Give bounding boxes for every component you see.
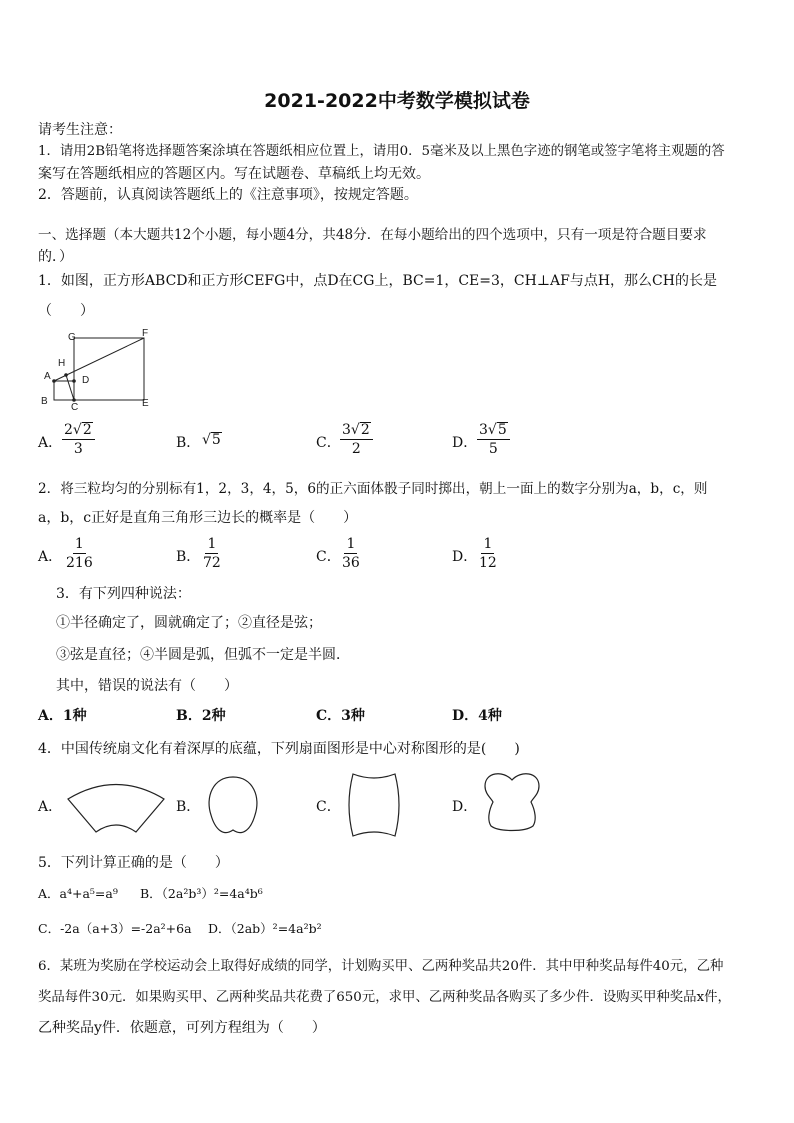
q1-option-c-label: C． bbox=[316, 435, 341, 451]
q4-option-a-label: A． bbox=[38, 799, 63, 815]
q4-option-b-label: B． bbox=[176, 799, 201, 815]
q3-option-b: B．2种 bbox=[176, 708, 226, 724]
q1-stem-line1: 1．如图，正方形ABCD和正方形CEFG中，点D在CG上，BC=1，CE=3，CH⊥AF与点H，那么CH的长是 bbox=[38, 273, 717, 289]
q4-fan-shape-a bbox=[66, 776, 166, 836]
page-title: 2021-2022中考数学模拟试卷 bbox=[264, 90, 530, 112]
fig-label-B: B bbox=[41, 396, 48, 407]
q4-fan-shape-d bbox=[481, 772, 543, 832]
q1-square-figure bbox=[38, 326, 168, 413]
notice-item1-line2: 案写在答题纸相应的答题区内。写在试题卷、草稿纸上均无效。 bbox=[38, 166, 430, 182]
q2-stem-line2: a，b，c正好是直角三角形三边长的概率是（ ） bbox=[38, 510, 358, 526]
q5-stem: 5．下列计算正确的是（ ） bbox=[38, 855, 229, 871]
fig-label-G: G bbox=[68, 332, 76, 343]
fig-label-D: D bbox=[82, 375, 90, 386]
fig-label-C: C bbox=[71, 402, 79, 413]
q3-option-a: A．1种 bbox=[38, 708, 87, 724]
q3-option-c: C．3种 bbox=[316, 708, 365, 724]
q3-stem: 3．有下列四种说法： bbox=[56, 586, 191, 602]
q5-option-c: C．-2a（a+3）=-2a²+6a bbox=[38, 921, 192, 936]
q6-line3: 乙种奖品y件．依题意，可列方程组为（ ） bbox=[38, 1020, 326, 1036]
fig-label-H: H bbox=[58, 358, 66, 369]
notice-item2: 2．答题前，认真阅读答题纸上的《注意事项》，按规定答题。 bbox=[38, 187, 418, 203]
q1-option-d-fraction: $\frac{3√5}{5}$ bbox=[477, 421, 510, 458]
q5-option-b: B．（2a²b³）²=4a⁴b⁶ bbox=[140, 886, 263, 901]
q6-line2: 奖品每件30元．如果购买甲、乙两种奖品共花费了650元，求甲、乙两种奖品各购买了多少件．设购买甲种奖品x件， bbox=[38, 990, 731, 1005]
q2-option-d-label: D． bbox=[452, 549, 478, 565]
q1-option-c-fraction: $\frac{3√2}{2}$ bbox=[340, 421, 373, 458]
q1-stem-line2: （ ） bbox=[38, 303, 94, 319]
q1-option-a-fraction: $\frac{2√2}{3}$ bbox=[62, 421, 95, 458]
q4-option-c-label: C． bbox=[316, 799, 341, 815]
q6-line1: 6．某班为奖励在学校运动会上取得好成绩的同学，计划购买甲、乙两种奖品共20件．其中甲种奖品每件40元，乙种 bbox=[38, 959, 724, 974]
q3-line1: ①半径确定了，圆就确定了；②直径是弦； bbox=[56, 615, 322, 631]
q2-option-b-label: B． bbox=[176, 549, 201, 565]
q5-option-d: D．（2ab）²=4a²b² bbox=[208, 921, 322, 936]
q2-option-a-label: A． bbox=[38, 549, 63, 565]
q4-fan-shape-c bbox=[343, 772, 405, 838]
notice-item1-line1: 1．请用2B铅笔将选择题答案涂填在答题纸相应位置上，请用0．5毫米及以上黑色字迹的钢笔或签字笔将主观题的答 bbox=[38, 144, 725, 159]
q3-option-d: D．4种 bbox=[452, 708, 502, 724]
q5-option-a: A．a⁴+a⁵=a⁹ bbox=[38, 886, 118, 901]
q2-option-a-fraction: $\frac{1}{216}$ bbox=[66, 536, 93, 571]
section1-line2: 的．） bbox=[38, 249, 73, 265]
q1-option-b-label: B． bbox=[176, 435, 201, 451]
q1-option-b-value: √5 bbox=[202, 432, 221, 448]
q2-option-d-fraction: $\frac{1}{12}$ bbox=[479, 536, 497, 571]
fig-label-A: A bbox=[44, 371, 51, 382]
fig-label-F: F bbox=[142, 328, 149, 339]
q4-fan-shape-b bbox=[205, 775, 261, 839]
fig-label-E: E bbox=[142, 398, 149, 409]
q2-option-c-label: C． bbox=[316, 549, 341, 565]
q1-option-d-label: D． bbox=[452, 435, 478, 451]
q4-stem: 4．中国传统扇文化有着深厚的底蕴，下列扇面图形是中心对称图形的是( ) bbox=[38, 741, 520, 757]
q4-option-d-label: D． bbox=[452, 799, 478, 815]
q2-stem-line1: 2．将三粒均匀的分别标有1，2，3，4，5，6的正六面体骰子同时掷出，朝上一面上的数字分别为a，b，c，则 bbox=[38, 481, 708, 497]
q3-line2: ③弦是直径；④半圆是弧，但弧不一定是半圆． bbox=[56, 647, 350, 663]
q3-line3: 其中，错误的说法有（ ） bbox=[56, 678, 238, 694]
q2-option-b-fraction: $\frac{1}{72}$ bbox=[203, 536, 221, 571]
q1-option-a-label: A． bbox=[38, 435, 63, 451]
section1-line1: 一、选择题（本大题共12个小题，每小题4分，共48分．在每小题给出的四个选项中，只有一项是符合题目要求 bbox=[38, 227, 707, 243]
q2-option-c-fraction: $\frac{1}{36}$ bbox=[342, 536, 360, 571]
notice-heading: 请考生注意： bbox=[38, 122, 122, 138]
